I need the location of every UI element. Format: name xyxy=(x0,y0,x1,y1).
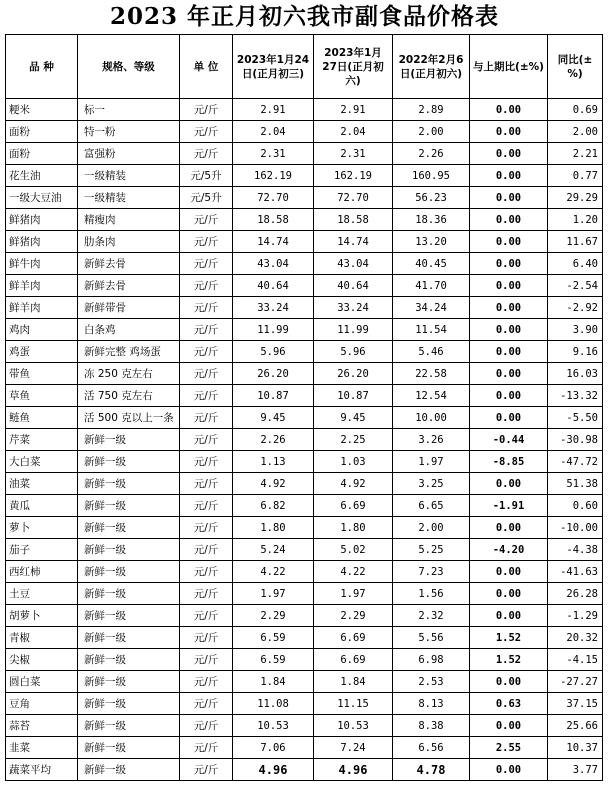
cell-price-date3: 18.36 xyxy=(393,209,470,231)
table-row xyxy=(6,341,603,363)
cell-variety: 萝卜 xyxy=(6,517,78,539)
cell-price-date1: 6.82 xyxy=(233,495,314,517)
table-row xyxy=(6,187,603,209)
cell-unit: 元/斤 xyxy=(180,627,233,649)
cell-price-date3: 6.65 xyxy=(393,495,470,517)
cell-yoy-change: -10.00 xyxy=(548,517,603,539)
cell-spec: 新鲜一级 xyxy=(78,451,180,473)
cell-chain-change: -8.85 xyxy=(470,451,548,473)
cell-unit: 元/5升 xyxy=(180,187,233,209)
cell-yoy-change: 51.38 xyxy=(548,473,603,495)
cell-price-date2: 2.25 xyxy=(314,429,393,451)
cell-variety: 尖椒 xyxy=(6,649,78,671)
cell-price-date3: 40.45 xyxy=(393,253,470,275)
cell-variety: 油菜 xyxy=(6,473,78,495)
table-row xyxy=(6,99,603,121)
cell-price-date1: 33.24 xyxy=(233,297,314,319)
cell-price-date3: 41.70 xyxy=(393,275,470,297)
cell-price-date1: 18.58 xyxy=(233,209,314,231)
cell-price-date1: 4.22 xyxy=(233,561,314,583)
cell-unit: 元/斤 xyxy=(180,495,233,517)
cell-spec: 特一粉 xyxy=(78,121,180,143)
cell-yoy-change: -2.92 xyxy=(548,297,603,319)
cell-price-date2: 162.19 xyxy=(314,165,393,187)
cell-yoy-change: 29.29 xyxy=(548,187,603,209)
cell-price-date3: 7.23 xyxy=(393,561,470,583)
cell-yoy-change: 0.69 xyxy=(548,99,603,121)
cell-variety: 黄瓜 xyxy=(6,495,78,517)
cell-price-date3: 2.26 xyxy=(393,143,470,165)
header-row xyxy=(6,35,603,99)
cell-yoy-change: -2.54 xyxy=(548,275,603,297)
cell-unit: 元/斤 xyxy=(180,319,233,341)
cell-chain-change: 2.55 xyxy=(470,737,548,759)
cell-unit: 元/斤 xyxy=(180,473,233,495)
cell-price-date3: 2.89 xyxy=(393,99,470,121)
cell-variety: 鸡肉 xyxy=(6,319,78,341)
cell-price-date3: 8.38 xyxy=(393,715,470,737)
cell-price-date1: 6.59 xyxy=(233,627,314,649)
cell-price-date1: 162.19 xyxy=(233,165,314,187)
cell-price-date2: 14.74 xyxy=(314,231,393,253)
cell-variety: 韭菜 xyxy=(6,737,78,759)
cell-spec: 肋条肉 xyxy=(78,231,180,253)
cell-spec: 活 750 克左右 xyxy=(78,385,180,407)
cell-variety: 带鱼 xyxy=(6,363,78,385)
cell-yoy-change: 6.40 xyxy=(548,253,603,275)
table-row xyxy=(6,737,603,759)
table-row xyxy=(6,715,603,737)
table-row xyxy=(6,209,603,231)
cell-spec: 新鲜去骨 xyxy=(78,253,180,275)
cell-chain-change: 0.00 xyxy=(470,605,548,627)
cell-yoy-change: 2.21 xyxy=(548,143,603,165)
cell-price-date2: 1.80 xyxy=(314,517,393,539)
cell-yoy-change: 3.90 xyxy=(548,319,603,341)
header-chain-change: 与上期比(±%) xyxy=(470,35,548,99)
table-row xyxy=(6,407,603,429)
table-row xyxy=(6,649,603,671)
cell-chain-change: 0.00 xyxy=(470,187,548,209)
cell-price-date1: 5.24 xyxy=(233,539,314,561)
table-row xyxy=(6,253,603,275)
cell-variety: 土豆 xyxy=(6,583,78,605)
cell-unit: 元/斤 xyxy=(180,297,233,319)
table-row xyxy=(6,231,603,253)
cell-price-date2: 5.96 xyxy=(314,341,393,363)
cell-price-date2: 2.29 xyxy=(314,605,393,627)
cell-price-date3: 3.25 xyxy=(393,473,470,495)
cell-unit: 元/斤 xyxy=(180,671,233,693)
cell-price-date3: 11.54 xyxy=(393,319,470,341)
cell-yoy-change: 10.37 xyxy=(548,737,603,759)
cell-spec: 新鲜带骨 xyxy=(78,297,180,319)
cell-price-date1: 10.87 xyxy=(233,385,314,407)
cell-price-date2: 4.22 xyxy=(314,561,393,583)
cell-price-date1: 9.45 xyxy=(233,407,314,429)
header-yoy-change: 同比(±%) xyxy=(548,35,603,99)
cell-spec: 白条鸡 xyxy=(78,319,180,341)
cell-price-date3: 160.95 xyxy=(393,165,470,187)
price-table xyxy=(5,34,603,781)
cell-variety: 鲢鱼 xyxy=(6,407,78,429)
cell-price-date2: 1.84 xyxy=(314,671,393,693)
cell-price-date2: 2.31 xyxy=(314,143,393,165)
cell-price-date2: 4.96 xyxy=(314,759,393,781)
cell-price-date2: 6.69 xyxy=(314,495,393,517)
cell-unit: 元/斤 xyxy=(180,539,233,561)
cell-chain-change: 0.00 xyxy=(470,275,548,297)
cell-price-date1: 1.97 xyxy=(233,583,314,605)
cell-variety: 圆白菜 xyxy=(6,671,78,693)
cell-price-date2: 4.92 xyxy=(314,473,393,495)
cell-price-date2: 2.04 xyxy=(314,121,393,143)
cell-chain-change: 0.00 xyxy=(470,231,548,253)
table-row xyxy=(6,517,603,539)
cell-spec: 标一 xyxy=(78,99,180,121)
table-row xyxy=(6,759,603,781)
table-row xyxy=(6,473,603,495)
cell-yoy-change: -27.27 xyxy=(548,671,603,693)
cell-chain-change: 0.00 xyxy=(470,759,548,781)
cell-spec: 富强粉 xyxy=(78,143,180,165)
cell-chain-change: -1.91 xyxy=(470,495,548,517)
cell-yoy-change: -4.38 xyxy=(548,539,603,561)
cell-price-date3: 5.46 xyxy=(393,341,470,363)
cell-unit: 元/斤 xyxy=(180,407,233,429)
cell-yoy-change: 1.20 xyxy=(548,209,603,231)
cell-price-date1: 7.06 xyxy=(233,737,314,759)
cell-variety: 鸡蛋 xyxy=(6,341,78,363)
cell-chain-change: 1.52 xyxy=(470,649,548,671)
table-row xyxy=(6,143,603,165)
cell-chain-change: 0.00 xyxy=(470,583,548,605)
table-row xyxy=(6,297,603,319)
cell-unit: 元/斤 xyxy=(180,121,233,143)
cell-chain-change: 0.00 xyxy=(470,363,548,385)
cell-variety: 鲜牛肉 xyxy=(6,253,78,275)
cell-spec: 新鲜一级 xyxy=(78,715,180,737)
table-row xyxy=(6,561,603,583)
cell-variety: 面粉 xyxy=(6,121,78,143)
cell-spec: 新鲜一级 xyxy=(78,561,180,583)
cell-unit: 元/斤 xyxy=(180,341,233,363)
cell-price-date2: 11.15 xyxy=(314,693,393,715)
cell-yoy-change: -5.50 xyxy=(548,407,603,429)
cell-price-date1: 43.04 xyxy=(233,253,314,275)
table-row xyxy=(6,165,603,187)
cell-price-date3: 8.13 xyxy=(393,693,470,715)
cell-price-date3: 12.54 xyxy=(393,385,470,407)
cell-variety: 西红柿 xyxy=(6,561,78,583)
cell-yoy-change: -30.98 xyxy=(548,429,603,451)
cell-variety: 大白菜 xyxy=(6,451,78,473)
cell-yoy-change: 37.15 xyxy=(548,693,603,715)
cell-price-date2: 18.58 xyxy=(314,209,393,231)
cell-price-date1: 11.08 xyxy=(233,693,314,715)
cell-yoy-change: -41.63 xyxy=(548,561,603,583)
cell-price-date2: 10.53 xyxy=(314,715,393,737)
cell-price-date3: 10.00 xyxy=(393,407,470,429)
cell-chain-change: 0.00 xyxy=(470,165,548,187)
cell-price-date1: 5.96 xyxy=(233,341,314,363)
table-row xyxy=(6,671,603,693)
cell-chain-change: 0.00 xyxy=(470,517,548,539)
cell-spec: 新鲜一级 xyxy=(78,693,180,715)
cell-variety: 一级大豆油 xyxy=(6,187,78,209)
cell-variety: 芹菜 xyxy=(6,429,78,451)
table-row xyxy=(6,451,603,473)
cell-spec: 新鲜一级 xyxy=(78,539,180,561)
cell-spec: 新鲜一级 xyxy=(78,429,180,451)
header-unit: 单 位 xyxy=(180,35,233,99)
cell-price-date3: 1.56 xyxy=(393,583,470,605)
cell-variety: 青椒 xyxy=(6,627,78,649)
cell-chain-change: 0.00 xyxy=(470,253,548,275)
cell-price-date1: 2.04 xyxy=(233,121,314,143)
cell-chain-change: 1.52 xyxy=(470,627,548,649)
header-date1: 2023年1月24日(正月初三) xyxy=(233,35,314,99)
cell-chain-change: -0.44 xyxy=(470,429,548,451)
cell-yoy-change: 3.77 xyxy=(548,759,603,781)
cell-price-date3: 3.26 xyxy=(393,429,470,451)
cell-unit: 元/斤 xyxy=(180,737,233,759)
cell-price-date3: 5.25 xyxy=(393,539,470,561)
cell-chain-change: 0.00 xyxy=(470,297,548,319)
cell-spec: 新鲜一级 xyxy=(78,649,180,671)
cell-unit: 元/斤 xyxy=(180,759,233,781)
cell-price-date1: 11.99 xyxy=(233,319,314,341)
cell-price-date1: 2.31 xyxy=(233,143,314,165)
cell-unit: 元/斤 xyxy=(180,605,233,627)
cell-spec: 一级精装 xyxy=(78,187,180,209)
cell-price-date1: 10.53 xyxy=(233,715,314,737)
cell-variety: 蔬菜平均 xyxy=(6,759,78,781)
cell-spec: 新鲜完整 鸡场蛋 xyxy=(78,341,180,363)
cell-chain-change: 0.00 xyxy=(470,715,548,737)
cell-chain-change: 0.00 xyxy=(470,671,548,693)
cell-price-date1: 4.96 xyxy=(233,759,314,781)
cell-unit: 元/斤 xyxy=(180,649,233,671)
cell-unit: 元/斤 xyxy=(180,451,233,473)
table-row xyxy=(6,363,603,385)
cell-spec: 新鲜去骨 xyxy=(78,275,180,297)
cell-price-date3: 4.78 xyxy=(393,759,470,781)
cell-price-date2: 9.45 xyxy=(314,407,393,429)
cell-unit: 元/斤 xyxy=(180,693,233,715)
cell-price-date3: 6.56 xyxy=(393,737,470,759)
cell-chain-change: 0.00 xyxy=(470,341,548,363)
table-row xyxy=(6,605,603,627)
cell-unit: 元/斤 xyxy=(180,143,233,165)
cell-price-date1: 14.74 xyxy=(233,231,314,253)
cell-chain-change: 0.00 xyxy=(470,319,548,341)
cell-variety: 茄子 xyxy=(6,539,78,561)
cell-yoy-change: 0.77 xyxy=(548,165,603,187)
cell-price-date1: 1.80 xyxy=(233,517,314,539)
cell-price-date3: 2.32 xyxy=(393,605,470,627)
cell-yoy-change: 9.16 xyxy=(548,341,603,363)
cell-price-date3: 5.56 xyxy=(393,627,470,649)
cell-spec: 新鲜一级 xyxy=(78,737,180,759)
cell-chain-change: 0.00 xyxy=(470,209,548,231)
cell-price-date1: 2.91 xyxy=(233,99,314,121)
cell-yoy-change: -4.15 xyxy=(548,649,603,671)
cell-variety: 胡萝卜 xyxy=(6,605,78,627)
cell-price-date2: 10.87 xyxy=(314,385,393,407)
cell-variety: 花生油 xyxy=(6,165,78,187)
table-row xyxy=(6,627,603,649)
table-row xyxy=(6,275,603,297)
cell-chain-change: 0.00 xyxy=(470,385,548,407)
cell-price-date2: 1.03 xyxy=(314,451,393,473)
table-row xyxy=(6,429,603,451)
cell-price-date1: 2.29 xyxy=(233,605,314,627)
cell-unit: 元/斤 xyxy=(180,99,233,121)
cell-unit: 元/斤 xyxy=(180,209,233,231)
cell-unit: 元/斤 xyxy=(180,429,233,451)
header-variety: 品 种 xyxy=(6,35,78,99)
cell-price-date1: 2.26 xyxy=(233,429,314,451)
cell-price-date2: 26.20 xyxy=(314,363,393,385)
cell-price-date3: 22.58 xyxy=(393,363,470,385)
cell-price-date2: 6.69 xyxy=(314,627,393,649)
cell-yoy-change: -47.72 xyxy=(548,451,603,473)
cell-chain-change: 0.00 xyxy=(470,99,548,121)
cell-price-date3: 1.97 xyxy=(393,451,470,473)
cell-yoy-change: 0.60 xyxy=(548,495,603,517)
cell-price-date2: 1.97 xyxy=(314,583,393,605)
cell-price-date2: 7.24 xyxy=(314,737,393,759)
cell-variety: 豆角 xyxy=(6,693,78,715)
cell-spec: 一级精装 xyxy=(78,165,180,187)
table-body xyxy=(6,99,603,781)
cell-spec: 新鲜一级 xyxy=(78,495,180,517)
cell-yoy-change: 20.32 xyxy=(548,627,603,649)
cell-unit: 元/斤 xyxy=(180,275,233,297)
cell-spec: 活 500 克以上一条 xyxy=(78,407,180,429)
cell-chain-change: 0.00 xyxy=(470,561,548,583)
cell-price-date1: 6.59 xyxy=(233,649,314,671)
cell-price-date2: 5.02 xyxy=(314,539,393,561)
cell-price-date1: 1.84 xyxy=(233,671,314,693)
cell-variety: 面粉 xyxy=(6,143,78,165)
cell-variety: 鲜猪肉 xyxy=(6,231,78,253)
cell-spec: 精瘦肉 xyxy=(78,209,180,231)
cell-chain-change: 0.00 xyxy=(470,121,548,143)
cell-yoy-change: 16.03 xyxy=(548,363,603,385)
cell-unit: 元/斤 xyxy=(180,517,233,539)
cell-price-date1: 4.92 xyxy=(233,473,314,495)
cell-variety: 鲜猪肉 xyxy=(6,209,78,231)
cell-variety: 鲜羊肉 xyxy=(6,297,78,319)
cell-unit: 元/斤 xyxy=(180,363,233,385)
cell-spec: 冻 250 克左右 xyxy=(78,363,180,385)
cell-spec: 新鲜一级 xyxy=(78,605,180,627)
header-spec: 规格、等级 xyxy=(78,35,180,99)
cell-variety: 粳米 xyxy=(6,99,78,121)
cell-price-date2: 72.70 xyxy=(314,187,393,209)
cell-price-date2: 43.04 xyxy=(314,253,393,275)
table-row xyxy=(6,693,603,715)
cell-unit: 元/斤 xyxy=(180,583,233,605)
cell-price-date2: 6.69 xyxy=(314,649,393,671)
cell-variety: 蒜苔 xyxy=(6,715,78,737)
cell-spec: 新鲜一级 xyxy=(78,671,180,693)
cell-price-date1: 72.70 xyxy=(233,187,314,209)
header-date2: 2023年1月27日(正月初六) xyxy=(314,35,393,99)
cell-price-date3: 6.98 xyxy=(393,649,470,671)
cell-price-date2: 40.64 xyxy=(314,275,393,297)
table-row xyxy=(6,319,603,341)
cell-spec: 新鲜一级 xyxy=(78,759,180,781)
cell-price-date2: 11.99 xyxy=(314,319,393,341)
cell-chain-change: 0.00 xyxy=(470,143,548,165)
cell-variety: 草鱼 xyxy=(6,385,78,407)
table-row xyxy=(6,539,603,561)
cell-spec: 新鲜一级 xyxy=(78,517,180,539)
cell-price-date3: 2.00 xyxy=(393,517,470,539)
cell-chain-change: 0.63 xyxy=(470,693,548,715)
cell-spec: 新鲜一级 xyxy=(78,583,180,605)
cell-unit: 元/斤 xyxy=(180,253,233,275)
cell-chain-change: 0.00 xyxy=(470,473,548,495)
cell-yoy-change: 25.66 xyxy=(548,715,603,737)
cell-price-date3: 34.24 xyxy=(393,297,470,319)
cell-price-date3: 56.23 xyxy=(393,187,470,209)
cell-spec: 新鲜一级 xyxy=(78,473,180,495)
cell-variety: 鲜羊肉 xyxy=(6,275,78,297)
table-row xyxy=(6,583,603,605)
cell-price-date1: 26.20 xyxy=(233,363,314,385)
cell-chain-change: 0.00 xyxy=(470,407,548,429)
cell-yoy-change: -13.32 xyxy=(548,385,603,407)
cell-yoy-change: 26.28 xyxy=(548,583,603,605)
cell-price-date2: 2.91 xyxy=(314,99,393,121)
cell-unit: 元/斤 xyxy=(180,561,233,583)
cell-price-date1: 40.64 xyxy=(233,275,314,297)
cell-unit: 元/斤 xyxy=(180,715,233,737)
cell-yoy-change: 2.00 xyxy=(548,121,603,143)
cell-yoy-change: -1.29 xyxy=(548,605,603,627)
cell-chain-change: -4.20 xyxy=(470,539,548,561)
cell-price-date3: 2.00 xyxy=(393,121,470,143)
page-title: 2023 年正月初六我市副食品价格表 xyxy=(109,3,500,30)
header-date3: 2022年2月6日(正月初六) xyxy=(393,35,470,99)
cell-unit: 元/5升 xyxy=(180,165,233,187)
cell-spec: 新鲜一级 xyxy=(78,627,180,649)
cell-price-date1: 1.13 xyxy=(233,451,314,473)
cell-price-date2: 33.24 xyxy=(314,297,393,319)
cell-yoy-change: 11.67 xyxy=(548,231,603,253)
table-row xyxy=(6,121,603,143)
table-row xyxy=(6,495,603,517)
cell-price-date3: 2.53 xyxy=(393,671,470,693)
cell-unit: 元/斤 xyxy=(180,231,233,253)
cell-unit: 元/斤 xyxy=(180,385,233,407)
table-row xyxy=(6,385,603,407)
cell-price-date3: 13.20 xyxy=(393,231,470,253)
